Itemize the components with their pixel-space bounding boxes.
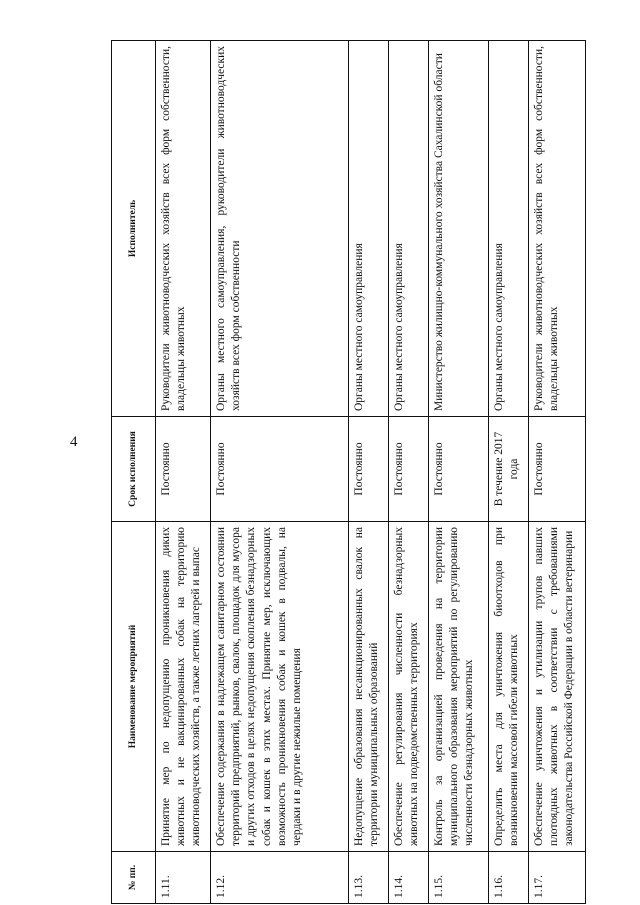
rotated-table-wrapper [111,41,585,904]
measure-name: Принятие мер по недопущению проникновения диких животных и не вакцинированных собак на территорию животноводческих хозяйств, а также летних лагерей и выпас [156,522,211,852]
deadline: Постоянно [389,417,429,522]
deadline: Постоянно [429,417,489,522]
executor: Органы местного самоуправления [489,41,529,417]
measure-name: Недопущение образования несанкционированных свалок на территории муниципальных образований [349,522,389,852]
table-row [156,41,211,904]
measure-name: Определить места для уничтожения биоотходов при возникновении массовой гибели животных [489,522,529,852]
executor: Министерство жилищно-коммунального хозяйства Сахалинской области [429,41,489,417]
header-term: Срок исполнения [112,417,156,522]
row-number: 1.13. [349,852,389,904]
deadline: Постоянно [211,417,349,522]
table-row [349,41,389,904]
measure-name: Обеспечение содержания в надлежащем санитарном состоянии территорий предприятий, рынков, свалок, площадок для мусора и других отходов в целях недопущения скопления безнадзорных собак и кошек в этих местах. Принятие мер, исключающих возможность проникновения собак и кошек в подвалы, на чердаки и в другие нежилые помещения [211,522,349,852]
deadline: Постоянно [529,417,586,522]
executor: Органы местного самоуправления [349,41,389,417]
executor: Органы местного самоуправления [389,41,429,417]
table-row [529,41,586,904]
header-num: № пп. [112,852,156,904]
row-number: 1.12. [211,852,349,904]
table-row [429,41,489,904]
table-row [489,41,529,904]
measure-name: Обеспечение уничтожения и утилизации трупов павших плотоядных животных в соответствии с требованиями законодательства Российской Федерации в области ветеринарии [529,522,586,852]
header-executor: Исполнитель [112,41,156,417]
executor: Руководители животноводческих хозяйств всех форм собственности, владельцы животных [156,41,211,417]
executor: Органы местного самоуправления, руководители животноводческих хозяйств всех форм собственности [211,41,349,417]
table-body [112,41,586,904]
deadline: Постоянно [349,417,389,522]
header-name: Наименование мероприятий [112,522,156,852]
row-number: 1.11. [156,852,211,904]
measure-name: Обеспечение регулирования численности безнадзорных животных на подведомственных территориях [389,522,429,852]
row-number: 1.16. [489,852,529,904]
page-number: 4 [70,434,78,450]
row-number: 1.15. [429,852,489,904]
deadline: В течение 2017 года [489,417,529,522]
table-row [211,41,349,904]
measure-name: Контроль за организацией проведения на территории муниципального образования мероприятий по регулированию численности безнадзорных животных [429,522,489,852]
executor: Руководители животноводческих хозяйств всех форм собственности, владельцы животных [529,41,586,417]
table-row [389,41,429,904]
header-row [112,41,156,904]
row-number: 1.17. [529,852,586,904]
row-number: 1.14. [389,852,429,904]
measures-table [111,40,586,904]
deadline: Постоянно [156,417,211,522]
